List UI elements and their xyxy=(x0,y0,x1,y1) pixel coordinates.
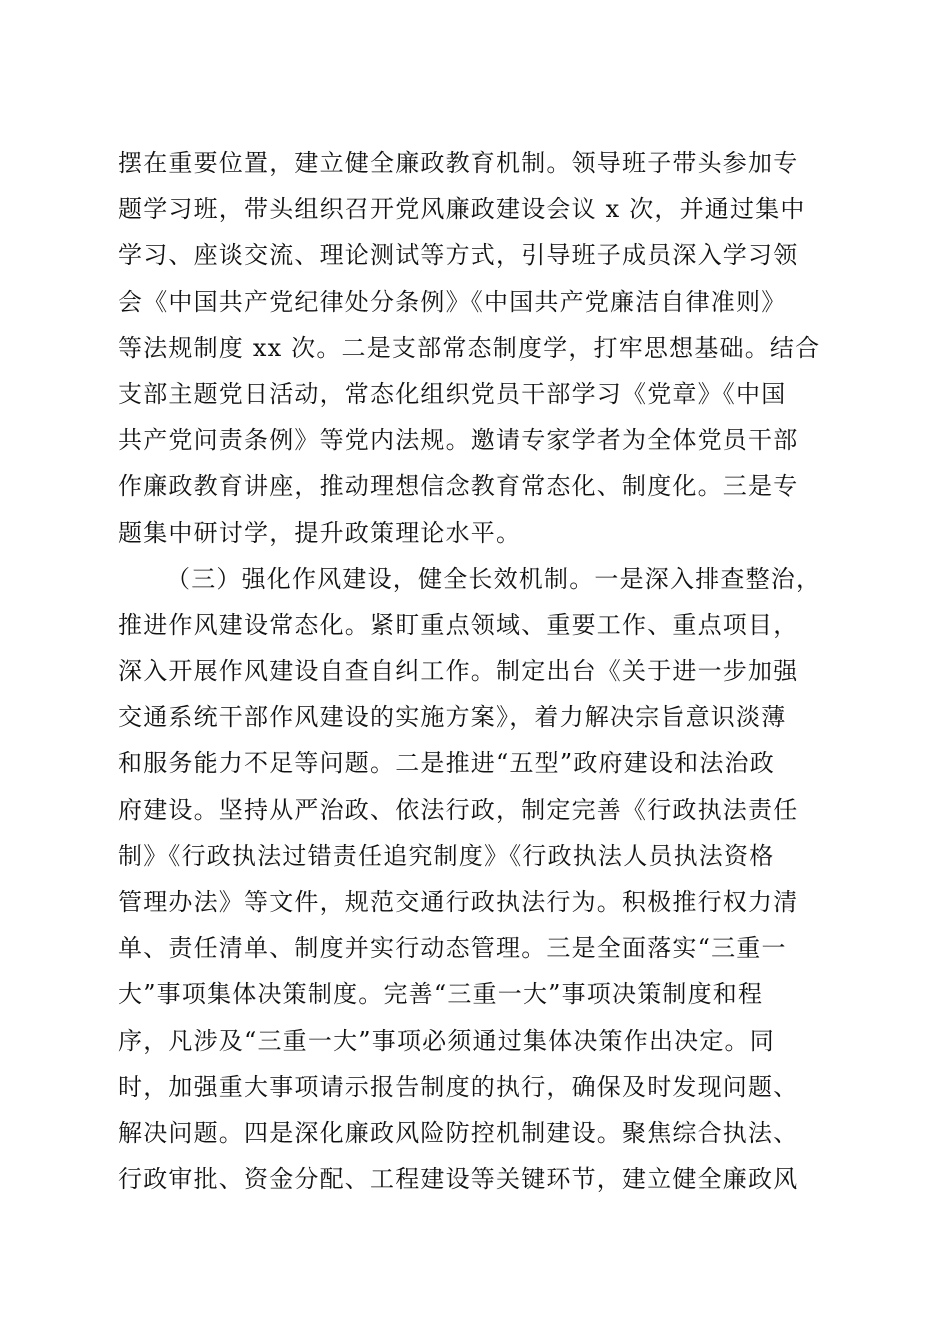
text-line: 大”事项集体决策制度。完善“三重一大”事项决策制度和程 xyxy=(118,980,764,1009)
text-line: 行政审批、资金分配、工程建设等关键环节，建立健全廉政风 xyxy=(118,1165,799,1194)
text-line: 等法规制度 xx 次。二是支部常态制度学，打牢思想基础。结合 xyxy=(118,333,821,362)
text-line: 支部主题党日活动，常态化组织党员干部学习《党章》《中国 xyxy=(118,379,787,408)
text-line: 交通系统干部作风建设的实施方案》，着力解决宗旨意识淡薄 xyxy=(118,703,787,732)
text-line: 题集中研讨学，提升政策理论水平。 xyxy=(118,518,522,547)
paragraph-section-three xyxy=(118,556,838,1203)
text-line: 单、责任清单、制度并实行动态管理。三是全面落实“三重一 xyxy=(118,934,787,963)
paragraph-continuation xyxy=(118,140,838,556)
text-line: 时，加强重大事项请示报告制度的执行，确保及时发现问题、 xyxy=(118,1072,799,1101)
section-heading-line: （三）强化作风建设，健全长效机制。一是深入排查整治， xyxy=(166,564,822,593)
document-body xyxy=(118,140,838,1202)
text-line: 题学习班，带头组织召开党风廉政建设会议 x 次，并通过集中 xyxy=(118,195,806,224)
text-line: 学习、座谈交流、理论测试等方式，引导班子成员深入学习领 xyxy=(118,241,799,270)
text-line: 府建设。坚持从严治政、依法行政，制定完善《行政执法责任 xyxy=(118,795,799,824)
text-line: 解决问题。四是深化廉政风险防控机制建设。聚焦综合执法、 xyxy=(118,1118,799,1147)
text-line: 共产党问责条例》等党内法规。邀请专家学者为全体党员干部 xyxy=(118,426,799,455)
text-line: 会《中国共产党纪律处分条例》《中国共产党廉洁自律准则》 xyxy=(118,287,787,316)
text-line: 序，凡涉及“三重一大”事项必须通过集体决策作出决定。同 xyxy=(118,1026,775,1055)
text-line: 深入开展作风建设自查自纠工作。制定出台《关于进一步加强 xyxy=(118,657,799,686)
text-line: 推进作风建设常态化。紧盯重点领域、重要工作、重点项目， xyxy=(118,610,799,639)
text-line: 和服务能力不足等问题。二是推进“五型”政府建设和法治政 xyxy=(118,749,775,778)
text-line: 制》《行政执法过错责任追究制度》《行政执法人员执法资格 xyxy=(118,841,775,870)
text-line: 管理办法》等文件，规范交通行政执法行为。积极推行权力清 xyxy=(118,888,799,916)
text-line: 摆在重要位置，建立健全廉政教育机制。领导班子带头参加专 xyxy=(118,149,799,177)
text-line: 作廉政教育讲座，推动理想信念教育常态化、制度化。三是专 xyxy=(118,472,799,501)
